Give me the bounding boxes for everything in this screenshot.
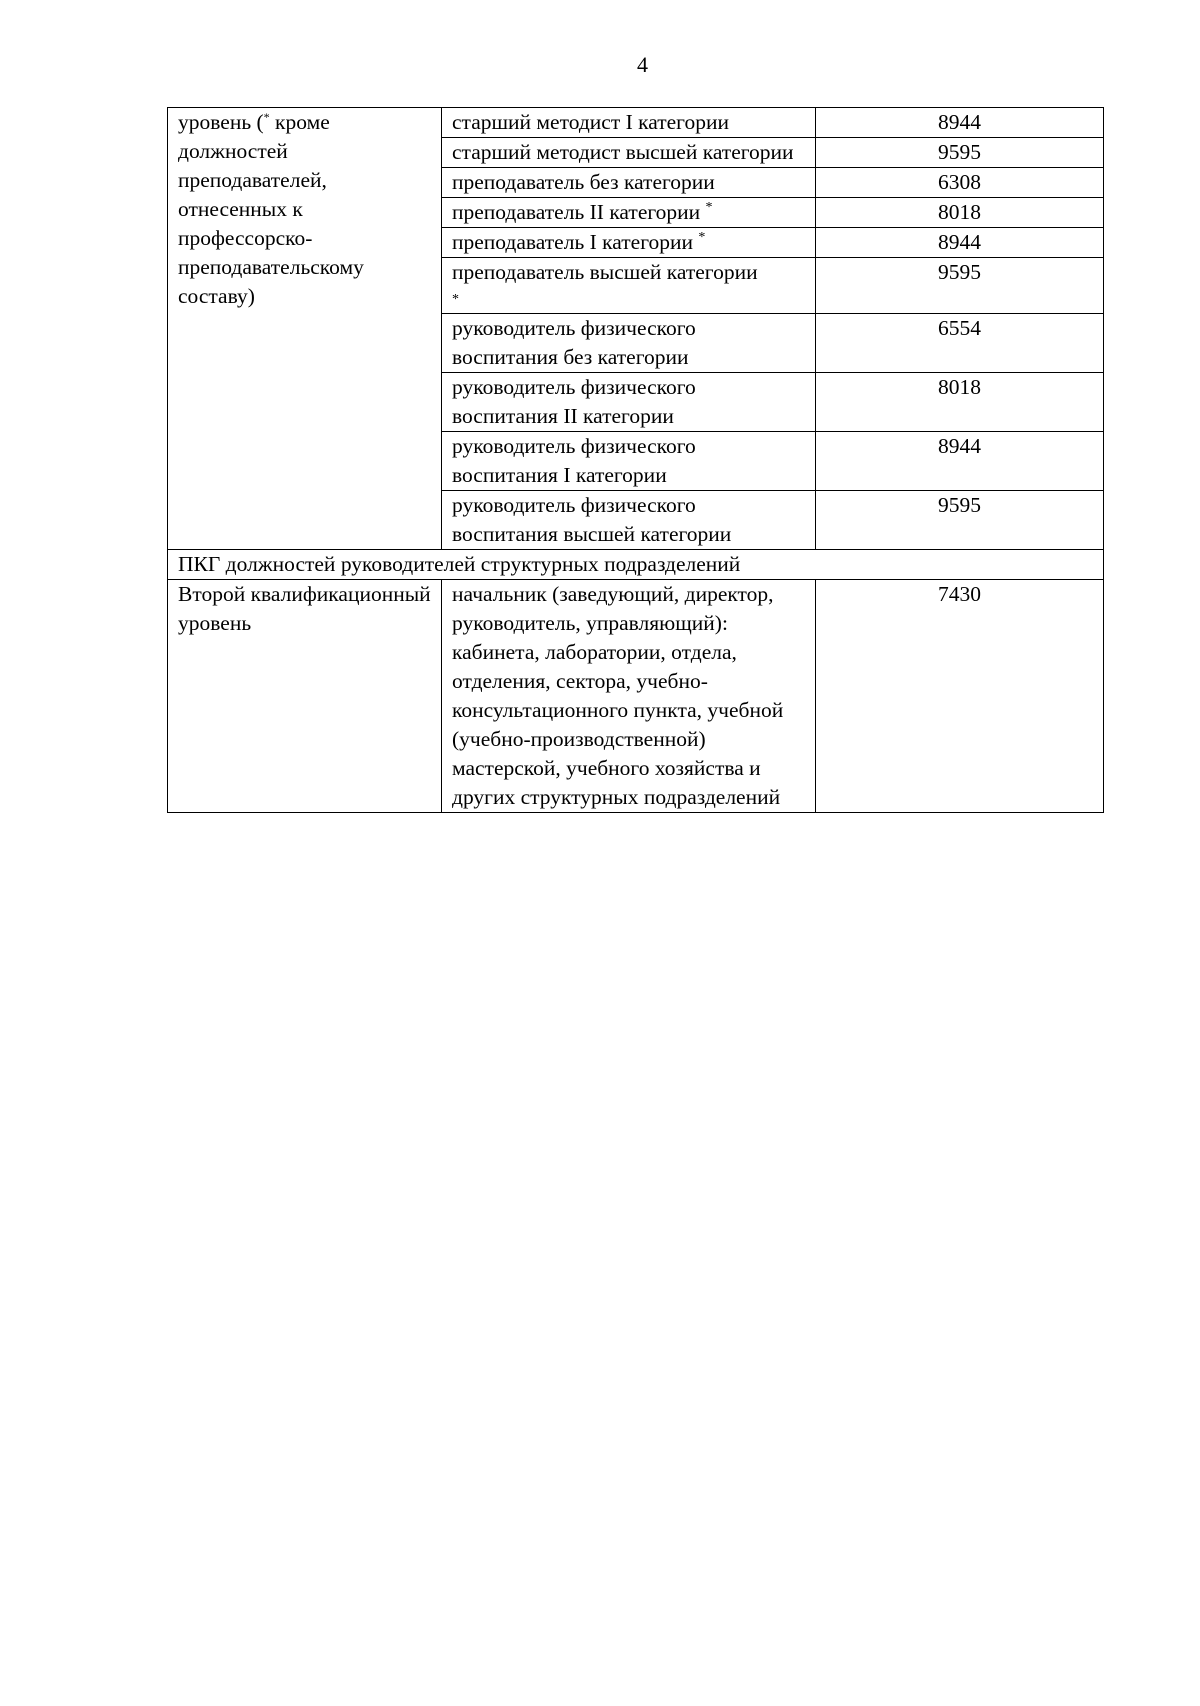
salary-table [167,107,1104,813]
salary-cell: 9595 [816,258,1104,314]
footnote-mark: * [263,109,270,124]
position-name: преподаватель высшей категории [452,260,758,284]
table-row [168,108,1104,138]
section-header-row [168,550,1104,580]
page-number: 4 [637,52,648,77]
footnote-mark: * [452,292,459,307]
salary-cell: 7430 [816,580,1104,813]
position-name: старший методист высшей категории [452,140,794,164]
salary-cell: 9595 [816,138,1104,168]
position-name: старший методист I категории [452,110,729,134]
qualification-level-cell: Второй квалификационный уровень [168,580,442,813]
salary-cell: 6308 [816,168,1104,198]
salary-cell: 8944 [816,228,1104,258]
position-cell [442,314,816,373]
section-header: ПКГ должностей руководителей структурных подразделений [168,550,1104,580]
position-name: преподаватель без категории [452,170,715,194]
position-cell [442,491,816,550]
position-name: руководитель физического воспитания без категории [452,316,696,369]
position-name: руководитель физического воспитания I категории [452,434,696,487]
position-cell [442,198,816,228]
position-cell [442,432,816,491]
position-name: преподаватель I категории [452,230,693,254]
position-cell [442,108,816,138]
position-cell [442,228,816,258]
footnote-mark: * [698,229,706,245]
level-text-after: кроме должностей преподавателей, отнесенных к профессорско-преподавательскому составу) [178,110,364,308]
salary-cell: 9595 [816,491,1104,550]
salary-cell: 6554 [816,314,1104,373]
qualification-level-cell [168,108,442,550]
position-name: руководитель физического воспитания II категории [452,375,696,428]
table-row [168,580,1104,813]
salary-cell: 8018 [816,373,1104,432]
position-name: руководитель физического воспитания высшей категории [452,493,732,546]
position-cell [442,258,816,314]
position-cell: начальник (заведующий, директор, руководитель, управляющий): кабинета, лаборатории, отдела, отделения, сектора, учебно-консультационного пункта, учебной (учебно-производственной) мастерской, учебного хозяйства и других структурных подразделений [442,580,816,813]
salary-cell: 8944 [816,108,1104,138]
position-cell [442,373,816,432]
salary-cell: 8018 [816,198,1104,228]
level-text-before: уровень ( [178,110,264,134]
footnote-mark: * [705,199,713,215]
salary-cell: 8944 [816,432,1104,491]
position-name: преподаватель II категории [452,200,701,224]
position-cell [442,138,816,168]
position-cell [442,168,816,198]
